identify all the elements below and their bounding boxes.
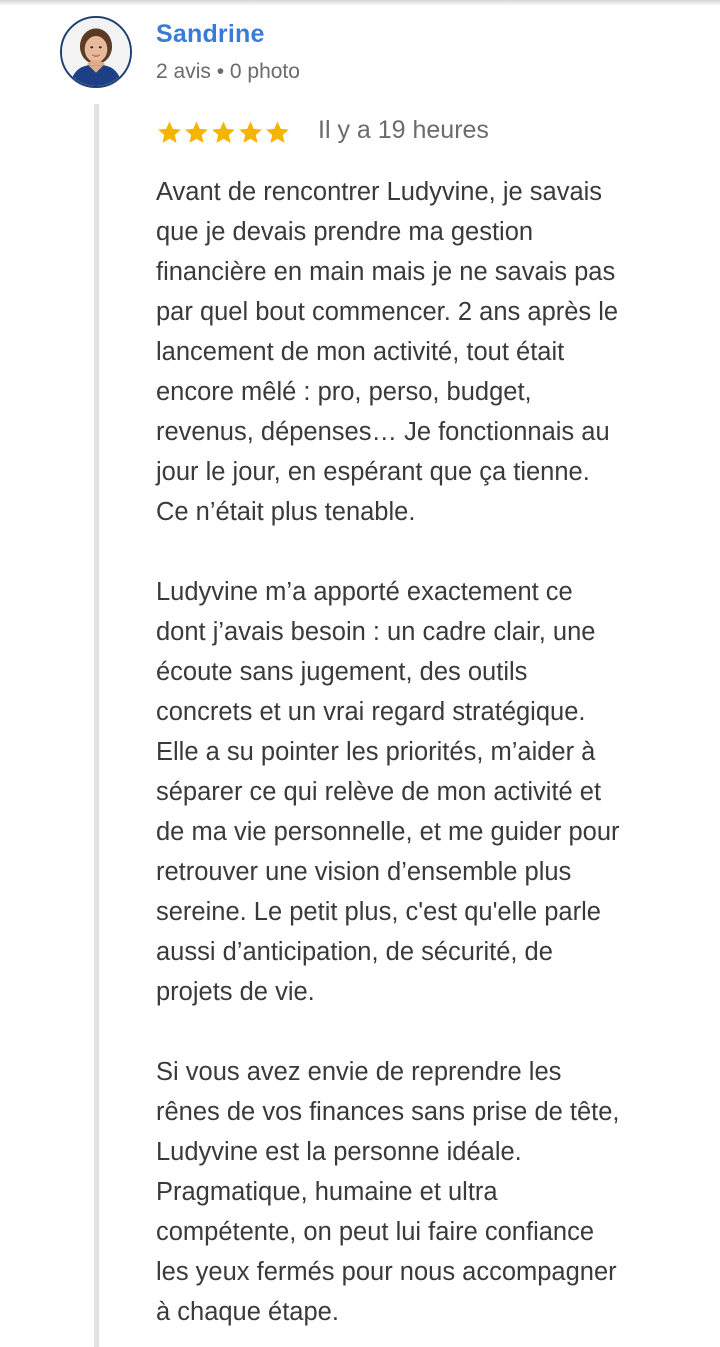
star-icon xyxy=(210,119,237,146)
star-icon xyxy=(237,119,264,146)
review-paragraph-1: Avant de rencontrer Ludyvine, je savais que je devais prendre ma gestion financière en main mais je ne savais pas par quel bout commencer. 2 ans après le lancement de mon activité, tout était encore mêlé : pro, perso, budget, revenus, dépenses… Je fonctionnais au jour le jour, en espérant que ça tienne. Ce n’était plus tenable. xyxy=(156,178,619,526)
avatar[interactable] xyxy=(60,16,132,88)
review-paragraph-2: Ludyvine m’a apporté exactement ce dont j’avais besoin : un cadre clair, une écoute sans jugement, des outils concrets et un vrai regard stratégique. Elle a su pointer les priorités, m’aider à séparer ce qui relève de mon activité et de ma vie personnelle, et me guider pour retrouver une vision d’ensemble plus sereine. Le petit plus, c'est qu'elle parle aussi d’anticipation, de sécurité, de projets de vie. xyxy=(156,578,620,1006)
author-name[interactable]: Sandrine xyxy=(156,20,265,48)
author-review-count: 2 avis • 0 photo xyxy=(156,60,300,83)
review-timestamp: Il y a 19 heures xyxy=(318,116,489,144)
star-icon xyxy=(264,119,291,146)
star-rating xyxy=(156,114,291,150)
thread-line xyxy=(94,104,99,1347)
person-portrait-avatar-icon xyxy=(62,18,130,86)
top-divider xyxy=(0,0,720,6)
review-body xyxy=(156,172,696,1347)
star-icon xyxy=(156,119,183,146)
star-icon xyxy=(183,119,210,146)
review-paragraph-3: Si vous avez envie de reprendre les rênes de vos finances sans prise de tête, Ludyvine est la personne idéale. Pragmatique, humaine et ultra compétente, on peut lui faire confiance les yeux fermés pour nous accompagner à chaque étape. xyxy=(156,1058,620,1326)
